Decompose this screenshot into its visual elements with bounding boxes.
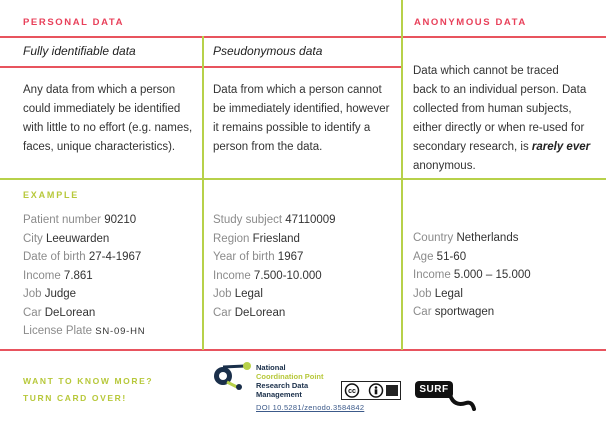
identifiable-subheader: Fully identifiable data bbox=[23, 44, 136, 58]
surf-logo: SURF bbox=[415, 381, 453, 398]
example-row: Study subject 47110009 bbox=[213, 214, 336, 226]
column-divider-2 bbox=[401, 0, 403, 350]
identifiable-example-list bbox=[23, 211, 145, 342]
example-row: Region Friesland bbox=[213, 232, 300, 245]
example-row: License Plate SN-09-HN bbox=[23, 325, 146, 337]
example-row: Car sportwagen bbox=[413, 306, 495, 318]
column-divider-1 bbox=[202, 36, 204, 350]
svg-text:cc: cc bbox=[348, 388, 356, 396]
ncp-rdm-logo-icon bbox=[209, 362, 253, 390]
example-row: Job Legal bbox=[213, 288, 263, 300]
example-row: Country Netherlands bbox=[413, 232, 519, 244]
pseudonymous-subheader: Pseudonymous data bbox=[213, 44, 323, 58]
example-divider bbox=[0, 178, 606, 180]
anonymous-example-list bbox=[413, 229, 531, 322]
anonymous-description: Data which cannot be traced back to an individual person. Data collected from human subjects, either directly or when re-used for secondary research, is rarely ever anonymous. bbox=[413, 65, 591, 172]
call-to-action: WANT TO KNOW MORE? TURN CARD OVER! bbox=[23, 376, 154, 403]
rarely-ever-emphasis: rarely ever bbox=[531, 141, 591, 153]
example-row: Income 5.000 – 15.000 bbox=[413, 269, 531, 281]
footer-divider bbox=[0, 349, 606, 351]
example-row: Car DeLorean bbox=[213, 306, 286, 319]
subheader-divider bbox=[0, 66, 402, 68]
ncp-rdm-logo-text: National Coordination Point Research Data Management bbox=[256, 363, 324, 399]
identifiable-description: Any data from which a person could immediately be identified with little to no effort (e.g. names, faces, unique characteristics). bbox=[23, 84, 193, 153]
doi-link[interactable]: DOI 10.5281/zenodo.3584842 bbox=[256, 403, 365, 412]
cc-by-license-badge bbox=[341, 381, 401, 400]
example-row: Car DeLorean bbox=[23, 306, 96, 319]
personal-data-header: PERSONAL DATA bbox=[23, 17, 125, 28]
example-row: Income 7.861 bbox=[23, 269, 93, 282]
anonymous-data-header: ANONYMOUS DATA bbox=[414, 17, 527, 28]
example-row: Patient number 90210 bbox=[23, 214, 137, 226]
pseudonymous-example-list bbox=[213, 211, 336, 322]
example-row: Job Legal bbox=[413, 287, 463, 300]
example-row: Income 7.500-10.000 bbox=[213, 269, 322, 282]
top-divider bbox=[0, 36, 606, 38]
example-row: Age 51-60 bbox=[413, 250, 467, 263]
example-row: Year of birth 1967 bbox=[213, 251, 304, 263]
cc-icon bbox=[342, 382, 400, 399]
surf-wave-icon bbox=[448, 393, 476, 413]
pseudonymous-description: Data from which a person cannot be immediately identified, however it remains possible to identify a person from the data. bbox=[213, 84, 390, 153]
example-row: Date of birth 27-4-1967 bbox=[23, 251, 142, 263]
example-row: City Leeuwarden bbox=[23, 232, 110, 245]
example-row: Job Judge bbox=[23, 288, 77, 300]
example-label: EXAMPLE bbox=[23, 190, 80, 200]
